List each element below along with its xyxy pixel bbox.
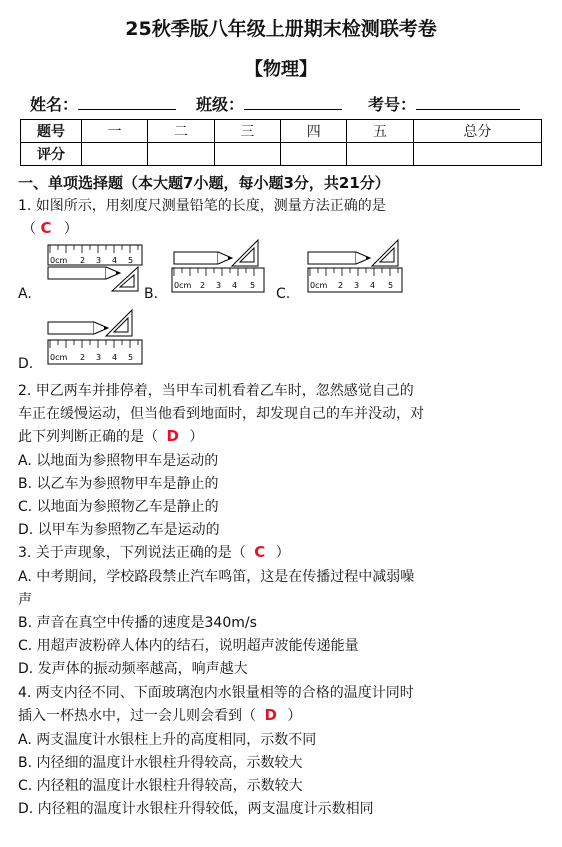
exam-title: 25秋季版八年级上册期末检测联考卷 xyxy=(125,18,437,40)
score-table-header-row xyxy=(21,120,542,143)
ruler-label: 2 xyxy=(338,281,344,290)
exam-no-field xyxy=(368,92,520,115)
ruler-label: 0cm xyxy=(174,281,192,290)
table-cell: 题号 xyxy=(21,120,82,143)
q3-option-d: D. 发声体的振动频率越高，响声越大 xyxy=(18,661,248,677)
q2-line-3 xyxy=(18,426,203,446)
q1-figure-a xyxy=(46,241,144,297)
q2-option-b: B. 以乙车为参照物甲车是静止的 xyxy=(18,476,219,492)
q3-option-c: C. 用超声波粉碎人体内的结石，说明超声波能传递能量 xyxy=(18,638,359,654)
q2-line-3-text: 此下列判断正确的是（ xyxy=(18,429,158,445)
section-heading: 一、单项选择题（本大题7小题，每小题3分，共21分） xyxy=(18,174,390,192)
ruler-label: 5 xyxy=(128,353,134,362)
q3-stem xyxy=(18,542,290,562)
score-cell[interactable] xyxy=(148,143,214,166)
score-table-score-row xyxy=(21,143,542,166)
name-field xyxy=(30,92,176,115)
score-cell[interactable] xyxy=(347,143,413,166)
q1-figure-c xyxy=(306,236,404,296)
ruler-label: 4 xyxy=(112,256,118,265)
table-cell: 总分 xyxy=(413,120,541,143)
score-cell[interactable] xyxy=(281,143,347,166)
q2-option-d: D. 以甲车为参照物乙车是运动的 xyxy=(18,522,220,538)
ruler-label: 2 xyxy=(200,281,206,290)
q3-answer: C xyxy=(254,543,266,561)
q1-text: 1. 如图所示，用刻度尺测量铅笔的长度，测量方法正确的是 xyxy=(18,198,386,214)
table-cell: 二 xyxy=(148,120,214,143)
q4-answer: D xyxy=(264,706,277,724)
q2-line-1: 2. 甲乙两车并排停着，当甲车司机看着乙车时，忽然感觉自己的 xyxy=(18,383,414,399)
q1-open-paren: （ xyxy=(22,221,36,237)
table-cell: 评分 xyxy=(21,143,82,166)
q1-figure-b xyxy=(170,236,266,296)
ruler-label: 0cm xyxy=(50,256,68,265)
ruler-label: 0cm xyxy=(50,353,68,362)
exam-subject: 【物理】 xyxy=(245,59,317,80)
ruler-label: 3 xyxy=(216,281,222,290)
q2-line-2: 车正在缓慢运动，但当他看到地面时，却发现自己的车并没动，对 xyxy=(18,406,424,422)
q4-line-2-text: 插入一杯热水中，过一会儿则会看到（ xyxy=(18,708,256,724)
q4-line-1: 4. 两支内径不同、下面玻璃泡内水银量相等的合格的温度计同时 xyxy=(18,685,414,701)
ruler-label: 0cm xyxy=(310,281,328,290)
ruler-label: 3 xyxy=(96,256,102,265)
q1-close-paren: ） xyxy=(63,221,78,237)
score-cell[interactable] xyxy=(413,143,541,166)
q4-close-paren: ） xyxy=(287,708,302,724)
q4-option-a: A. 两支温度计水银柱上升的高度相同，示数不同 xyxy=(18,732,317,748)
table-cell: 五 xyxy=(347,120,413,143)
ruler-label: 4 xyxy=(232,281,238,290)
q4-option-d: D. 内径粗的温度计水银柱升得较低，两支温度计示数相同 xyxy=(18,801,374,817)
q1-option-a: A. xyxy=(18,286,32,302)
q3-text: 3. 关于声现象，下列说法正确的是（ xyxy=(18,545,246,561)
q1-option-b: B. xyxy=(144,286,159,302)
ruler-label: 4 xyxy=(112,353,118,362)
q3-close-paren: ） xyxy=(275,545,290,561)
q4-option-c: C. 内径粗的温度计水银柱升得较高，示数较大 xyxy=(18,778,303,794)
table-cell: 一 xyxy=(82,120,148,143)
score-cell[interactable] xyxy=(82,143,148,166)
ruler-label: 5 xyxy=(128,256,134,265)
class-label: 班级： xyxy=(196,95,245,114)
score-table xyxy=(20,119,542,166)
table-cell: 四 xyxy=(281,120,347,143)
q1-answer-line xyxy=(22,218,78,238)
q2-option-a: A. 以地面为参照物甲车是运动的 xyxy=(18,453,219,469)
name-label: 姓名： xyxy=(30,95,79,114)
q1-figure-d xyxy=(46,306,144,368)
q4-option-b: B. 内径细的温度计水银柱升得较高，示数较大 xyxy=(18,755,303,771)
q2-answer: D xyxy=(166,427,179,445)
ruler-label: 3 xyxy=(354,281,360,290)
exam-no-label: 考号： xyxy=(368,95,417,114)
q1-option-d: D. xyxy=(18,356,34,372)
q1-answer: C xyxy=(40,219,52,237)
q1-option-c: C. xyxy=(276,286,291,302)
q3-option-b: B. 声音在真空中传播的速度是340m/s xyxy=(18,615,257,631)
q2-option-c: C. 以地面为参照物乙车是静止的 xyxy=(18,499,219,515)
ruler-label: 3 xyxy=(96,353,102,362)
class-field xyxy=(196,92,342,115)
exam-no-blank[interactable] xyxy=(416,95,520,110)
ruler-label: 5 xyxy=(250,281,256,290)
q3-option-a-line-1: A. 中考期间，学校路段禁止汽车鸣笛，这是在传播过程中减弱噪 xyxy=(18,569,415,585)
name-blank[interactable] xyxy=(78,95,176,110)
ruler-label: 2 xyxy=(80,353,86,362)
score-cell[interactable] xyxy=(214,143,280,166)
ruler-label: 5 xyxy=(388,281,394,290)
q3-option-a-line-2: 声 xyxy=(18,592,32,608)
table-cell: 三 xyxy=(214,120,280,143)
class-blank[interactable] xyxy=(244,95,342,110)
ruler-label: 2 xyxy=(80,256,86,265)
ruler-label: 4 xyxy=(370,281,376,290)
q4-line-2 xyxy=(18,705,301,725)
q2-close-paren: ） xyxy=(189,429,204,445)
